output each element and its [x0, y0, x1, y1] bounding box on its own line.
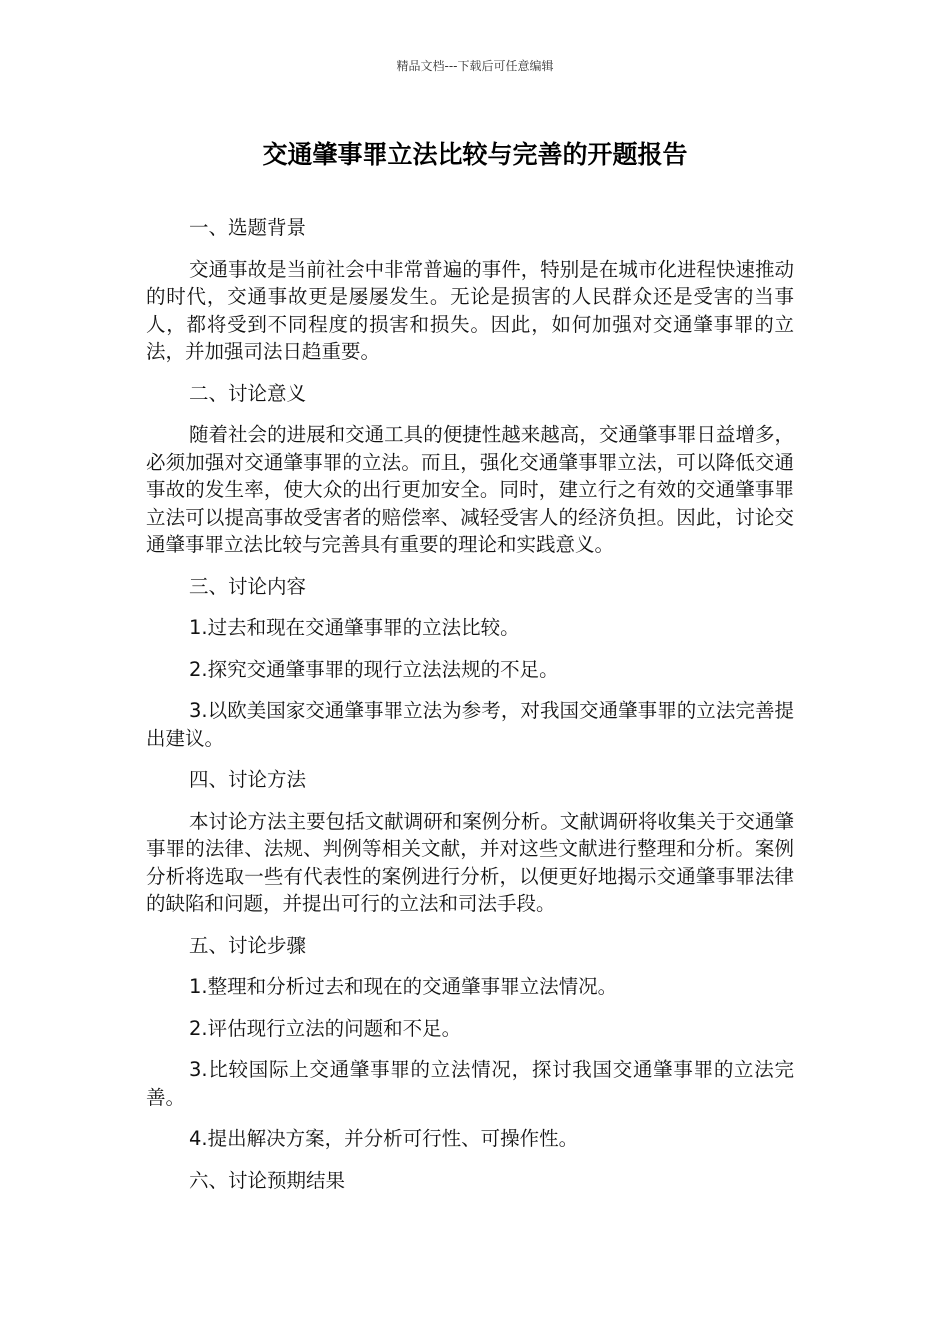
document-body [146, 214, 794, 1208]
section-heading-content: 三、讨论内容 [189, 574, 307, 598]
paragraph-method: 本讨论方法主要包括文献调研和案例分析。文献调研将收集关于交通肇事罪的法律、法规、判例等相关文献，并对这些文献进行整理和分析。案例分析将选取一些有代表性的案例进行分析，以便更好地揭示交通肇事罪法律的缺陷和问题，并提出可行的立法和司法手段。 [146, 809, 794, 915]
step-item-2: 2.评估现行立法的问题和不足。 [189, 1016, 462, 1040]
section-heading-background: 一、选题背景 [189, 216, 307, 239]
section-heading-significance: 二、讨论意义 [189, 381, 307, 405]
step-item-4: 4.提出解决方案，并分析可行性、可操作性。 [189, 1127, 579, 1150]
section-heading-expected-results: 六、讨论预期结果 [189, 1168, 346, 1192]
content-item-3: 3.以欧美国家交通肇事罪立法为参考，对我国交通肇事罪的立法完善提出建议。 [146, 699, 794, 750]
section-heading-method: 四、讨论方法 [189, 768, 307, 791]
step-item-1: 1.整理和分析过去和现在的交通肇事罪立法情况。 [189, 975, 618, 998]
section-heading-steps: 五、讨论步骤 [189, 933, 307, 957]
step-item-3: 3.比较国际上交通肇事罪的立法情况，探讨我国交通肇事罪的立法完善。 [146, 1058, 794, 1109]
document-title: 交通肇事罪立法比较与完善的开题报告 [262, 140, 688, 169]
paragraph-background: 交通事故是当前社会中非常普遍的事件，特别是在城市化进程快速推动的时代，交通事故更是屡屡发生。无论是损害的人民群众还是受害的当事人，都将受到不同程度的损害和损失。因此，如何加强对交通肇事罪的立法，并加强司法日趋重要。 [146, 257, 794, 363]
paragraph-significance: 随着社会的进展和交通工具的便捷性越来越高，交通肇事罪日益增多，必须加强对交通肇事罪的立法。而且，强化交通肇事罪立法，可以降低交通事故的发生率，使大众的出行更加安全。同时，建立行之有效的交通肇事罪立法可以提高事故受害者的赔偿率、减轻受害人的经济负担。因此，讨论交通肇事罪立法比较与完善具有重要的理论和实践意义。 [146, 423, 794, 556]
content-item-2: 2.探究交通肇事罪的现行立法法规的不足。 [189, 657, 559, 681]
content-item-1: 1.过去和现在交通肇事罪的立法比较。 [189, 616, 520, 639]
header-note: 精品文档---下载后可任意编辑 [396, 59, 554, 73]
